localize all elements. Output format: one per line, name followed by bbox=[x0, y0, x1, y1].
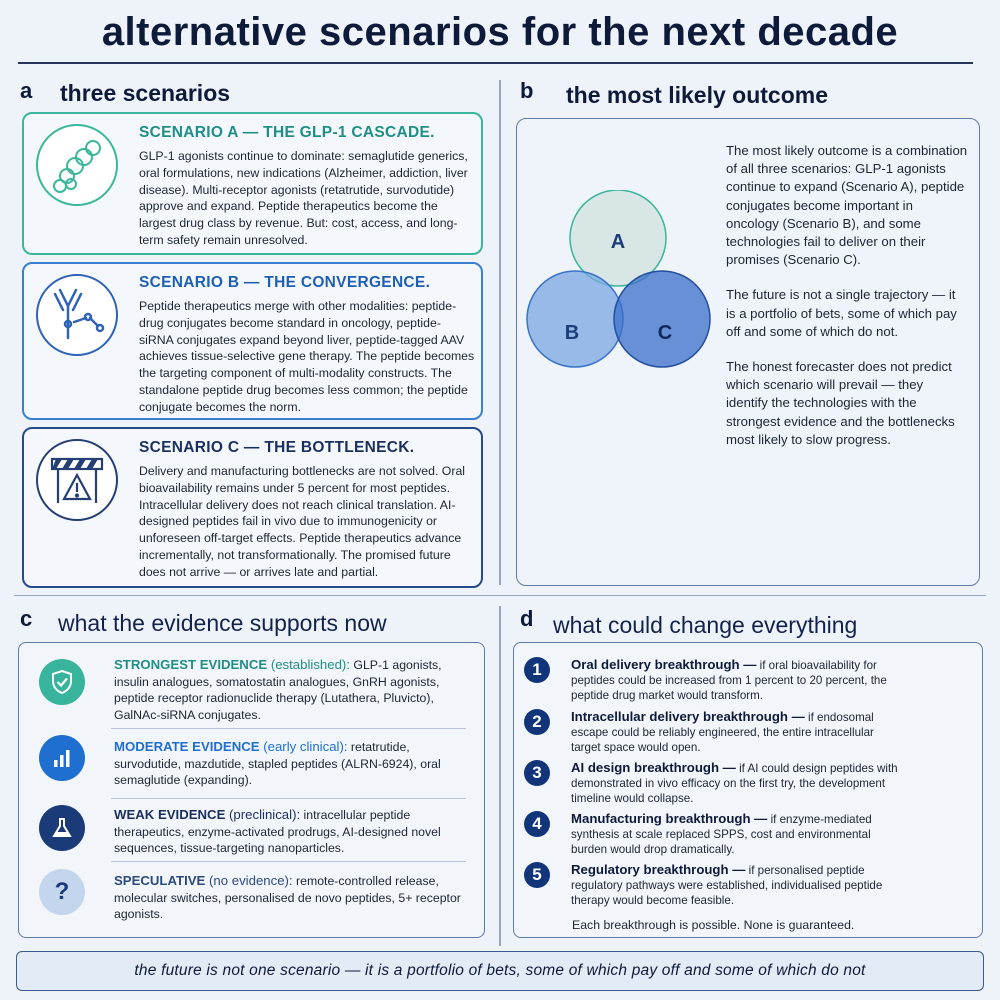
panel-d-letter: d bbox=[520, 606, 534, 631]
panel-d-heading: what could change everything bbox=[553, 612, 858, 638]
breakthrough-text: if enzyme-mediated synthesis at scale replaced SPPS, cost and environmental burden would drop dramatically. bbox=[571, 813, 872, 856]
outcome-paragraph-1: The most likely outcome is a combination of all three scenarios: GLP-1 agonists continue to expand (Scenario A), peptide conjugates become important in oncology (Scenario B), and some technologies fail to deliver on their promises (Scenario C). bbox=[726, 143, 968, 268]
roadblock-warning-icon bbox=[36, 439, 118, 521]
breakthrough-title: AI design breakthrough — bbox=[571, 760, 736, 775]
scenario-b-title: SCENARIO B — THE CONVERGENCE. bbox=[139, 274, 431, 291]
shield-check-icon bbox=[39, 659, 85, 705]
venn-label-a: A bbox=[610, 231, 626, 253]
evidence-separator bbox=[111, 861, 466, 862]
venn-label-c: C bbox=[657, 322, 673, 344]
number-badge: 3 bbox=[524, 760, 550, 786]
antibody-conjugate-icon bbox=[36, 274, 118, 356]
breakthrough-text: if personalised peptide regulatory pathways were established, individualised peptide therapy would become feasible. bbox=[571, 864, 883, 907]
venn-circle-c bbox=[614, 271, 710, 367]
scenario-a-card bbox=[22, 112, 483, 255]
number-badge: 1 bbox=[524, 657, 550, 683]
venn-circle-b bbox=[527, 271, 623, 367]
panel-c-heading: what the evidence supports now bbox=[58, 610, 387, 636]
footer-banner bbox=[16, 951, 984, 991]
evidence-text-speculative: remote-controlled release, molecular switches, personalised de novo peptides, 5+ receptor agonists. bbox=[114, 874, 461, 921]
panel-a-letter: a bbox=[20, 78, 33, 103]
vertical-divider-bottom bbox=[499, 606, 501, 946]
breakthrough-title: Oral delivery breakthrough — bbox=[571, 657, 757, 672]
venn-diagram bbox=[522, 190, 722, 390]
breakthrough-title: Intracellular delivery breakthrough — bbox=[571, 709, 805, 724]
flask-icon bbox=[39, 805, 85, 851]
panel-a-heading: three scenarios bbox=[60, 80, 231, 106]
scenario-b-text: Peptide therapeutics merge with other modalities: peptide-drug conjugates become standard in oncology, peptide-siRNA conjugates expand beyond liver, peptide-tagged AAV achieves tissue-selective gene therapy. The peptide becomes the targeting component of multi-modality constructs. The standalone peptide drug becomes less common; the peptide conjugate becomes the norm. bbox=[139, 299, 475, 414]
vertical-divider-top bbox=[499, 80, 501, 585]
breakthrough-text: if endosomal escape could be reliably engineered, the entire intracellular target space would open. bbox=[571, 711, 874, 754]
bar-chart-icon bbox=[39, 735, 85, 781]
breakthrough-box bbox=[513, 642, 983, 938]
evidence-separator bbox=[111, 728, 466, 729]
scenario-c-text: Delivery and manufacturing bottlenecks are not solved. Oral bioavailability remains under 5 percent for most peptides. Intracellular delivery does not reach clinical translation. AI-designed peptides fail in vivo due to immunogenicity or unforeseen off-target effects. Peptide therapeutics advance incrementally, not transformationally. The promised future does not arrive — or arrives late and partial. bbox=[139, 464, 466, 579]
footer-text: the future is not one scenario — it is a portfolio of bets, some of which pay off and some of which do not bbox=[134, 962, 866, 979]
outcome-paragraph-2: The future is not a single trajectory — it is a portfolio of bets, some of which pay off and some of which do not. bbox=[726, 287, 957, 339]
title-divider bbox=[18, 62, 973, 64]
breakthrough-text: if AI could design peptides with demonstrated in vivo efficacy on the first try, the development timeline would collapse. bbox=[571, 762, 898, 805]
evidence-text-weak: intracellular peptide therapeutics, enzyme-activated prodrugs, AI-designed novel sequences, tissue-targeting nanoparticles. bbox=[114, 808, 441, 855]
horizontal-divider bbox=[14, 595, 986, 596]
evidence-qualifier-moderate: (early clinical): bbox=[259, 739, 348, 754]
number-badge: 2 bbox=[524, 709, 550, 735]
evidence-label-speculative: SPECULATIVE bbox=[114, 873, 206, 888]
evidence-separator bbox=[111, 798, 466, 799]
page-title: alternative scenarios for the next decade bbox=[101, 10, 899, 54]
scenario-a-title: SCENARIO A — THE GLP-1 CASCADE. bbox=[139, 124, 435, 141]
evidence-label-strongest: STRONGEST EVIDENCE bbox=[114, 657, 268, 672]
breakthrough-text: if oral bioavailability for peptides could be increased from 1 percent to 20 percent, the peptide drug market would transform. bbox=[571, 659, 887, 702]
evidence-box bbox=[18, 642, 485, 938]
scenario-c-card bbox=[22, 427, 483, 588]
question-mark-icon: ? bbox=[39, 869, 85, 915]
evidence-qualifier-weak: (preclinical): bbox=[225, 807, 301, 822]
evidence-qualifier-strongest: (established): bbox=[267, 657, 350, 672]
outcome-paragraph-3: The honest forecaster does not predict which scenario will prevail — they identify the technologies with the strongest evidence and the bottlenecks most likely to slow progress. bbox=[726, 359, 955, 447]
venn-label-b: B bbox=[564, 322, 580, 344]
evidence-text-moderate: retatrutide, survodutide, mazdutide, stapled peptides (ALRN-6924), oral semaglutide (expanding). bbox=[114, 740, 441, 787]
panel-c-letter: c bbox=[20, 606, 33, 631]
scenario-c-title: SCENARIO C — THE BOTTLENECK. bbox=[139, 439, 415, 456]
evidence-qualifier-speculative: (no evidence): bbox=[205, 873, 293, 888]
breakthrough-footnote: Each breakthrough is possible. None is guaranteed. bbox=[572, 918, 855, 932]
number-badge: 5 bbox=[524, 862, 550, 888]
breakthrough-title: Manufacturing breakthrough — bbox=[571, 811, 768, 826]
peptide-chain-icon bbox=[36, 124, 118, 206]
scenario-b-card bbox=[22, 262, 483, 420]
panel-b-heading: the most likely outcome bbox=[566, 82, 829, 108]
evidence-label-moderate: MODERATE EVIDENCE bbox=[114, 739, 260, 754]
scenario-a-text: GLP-1 agonists continue to dominate: semaglutide generics, oral formulations, new indications (Alzheimer, addiction, liver disease). Multi-receptor agonists (retatrutide, survodutide) approve and expand. Peptide therapeutics become the largest drug class by revenue. But: cost, access, and long-term safety remain unresolved. bbox=[139, 149, 468, 247]
breakthrough-title: Regulatory breakthrough — bbox=[571, 862, 746, 877]
panel-b-letter: b bbox=[520, 78, 534, 103]
evidence-label-weak: WEAK EVIDENCE bbox=[114, 807, 226, 822]
evidence-text-strongest: GLP-1 agonists, insulin analogues, somatostatin analogues, GnRH agonists, peptide receptor radionuclide therapy (Lutathera, Pluvicto), GalNAc-siRNA conjugates. bbox=[114, 658, 442, 722]
number-badge: 4 bbox=[524, 811, 550, 837]
panel-b-text bbox=[726, 142, 968, 466]
